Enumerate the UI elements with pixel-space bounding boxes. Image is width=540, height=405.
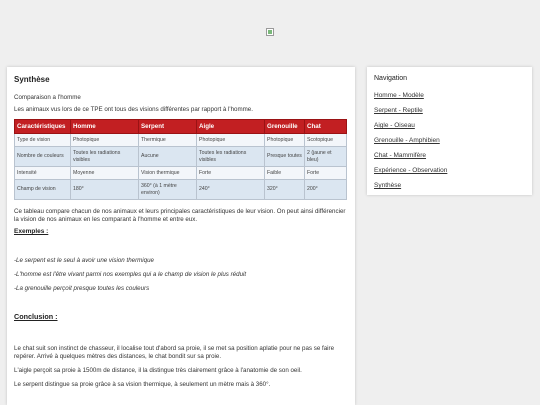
nav-link-aigle[interactable]: Aigle - Oiseau (374, 121, 415, 129)
page-header (0, 0, 540, 60)
conclusion-paragraph: Le serpent distingue sa proie grâce à sa vision thermique, à seulement un mètre mais à 360°. (14, 381, 271, 388)
table-cell: 2 (jaune et bleu) (305, 147, 347, 167)
conclusion-paragraph: L'aigle perçoit sa proie à 1500m de distance, il la distingue très clairement grâce à l'anatomie de son oeil. (14, 367, 302, 374)
table-cell: Champ de vision (15, 180, 71, 200)
conclusion-heading: Conclusion : (14, 312, 58, 321)
table-row (15, 167, 347, 180)
table-header-cell: Serpent (139, 120, 197, 134)
main-content (7, 67, 355, 405)
nav-link-grenouille[interactable]: Grenouille - Amphibien (374, 136, 440, 144)
nav-link-serpent[interactable]: Serpent - Reptile (374, 106, 423, 114)
table-cell: Presque toutes (265, 147, 305, 167)
example-item: -Le serpent est le seul à avoir une vision thermique (14, 257, 154, 264)
examples-heading: Exemples : (14, 228, 49, 235)
nav-link-chat[interactable]: Chat - Mammifère (374, 151, 427, 159)
table-cell: Photopique (197, 134, 265, 147)
sidebar-title: Navigation (374, 75, 408, 82)
table-cell: Forte (305, 167, 347, 180)
section-subtitle: Comparaison a l'homme (14, 94, 81, 101)
broken-image-icon (266, 28, 274, 36)
table-cell: Moyenne (71, 167, 139, 180)
table-description: Ce tableau compare chacun de nos animaux et leurs principales caractéristiques de leur vision. On peut ainsi différencier la vision de nos animaux en les comparant à l'homme et entre eux. (14, 208, 346, 223)
table-cell: 320° (265, 180, 305, 200)
comparison-table (14, 119, 347, 200)
table-cell: 180° (71, 180, 139, 200)
table-header-cell: Aigle (197, 120, 265, 134)
table-row (15, 134, 347, 147)
table-row (15, 147, 347, 167)
intro-text: Les animaux vus lors de ce TPE ont tous des visions différentes par rapport à l'homme. (14, 106, 253, 113)
table-header-cell: Caractéristiques (15, 120, 71, 134)
example-item: -La grenouille perçoit presque toutes les couleurs (14, 285, 150, 292)
page-title: Synthèse (14, 75, 50, 84)
table-row (15, 180, 347, 200)
table-cell: Intensité (15, 167, 71, 180)
table-header-cell: Chat (305, 120, 347, 134)
table-cell: Aucune (139, 147, 197, 167)
nav-link-homme[interactable]: Homme - Modèle (374, 92, 424, 99)
table-cell: 200° (305, 180, 347, 200)
nav-link-synthese[interactable]: Synthèse (374, 181, 402, 189)
table-cell: Toutes les radiations visibles (197, 147, 265, 167)
conclusion-paragraph: Le chat suit son instinct de chasseur, il localise tout d'abord sa proie, il se met sa position aplatie pour ne pas se faire repérer. Arrivé à quelques mètres des distances, le chat bondit sur sa proie. (14, 345, 335, 360)
table-header-row (15, 120, 347, 134)
table-header-cell: Grenouille (265, 120, 305, 134)
table-cell: Photopique (71, 134, 139, 147)
table-header-cell: Homme (71, 120, 139, 134)
table-cell: Faible (265, 167, 305, 180)
nav-link-experience[interactable]: Expérience - Observation (374, 166, 448, 174)
table-cell: 360° (à 1 mètre environ) (139, 180, 197, 200)
table-cell: Nombre de couleurs (15, 147, 71, 167)
example-item: -L'homme est l'être vivant parmi nos exemples qui a le champ de vision le plus réduit (14, 271, 247, 278)
table-cell: Type de vision (15, 134, 71, 147)
table-cell: Vision thermique (139, 167, 197, 180)
table-cell: Photopique (265, 134, 305, 147)
table-cell: Thermique (139, 134, 197, 147)
table-cell: 240° (197, 180, 265, 200)
table-cell: Scotopique (305, 134, 347, 147)
table-cell: Toutes les radiations visibles (71, 147, 139, 167)
navigation-sidebar (367, 67, 532, 195)
table-cell: Forte (197, 167, 265, 180)
